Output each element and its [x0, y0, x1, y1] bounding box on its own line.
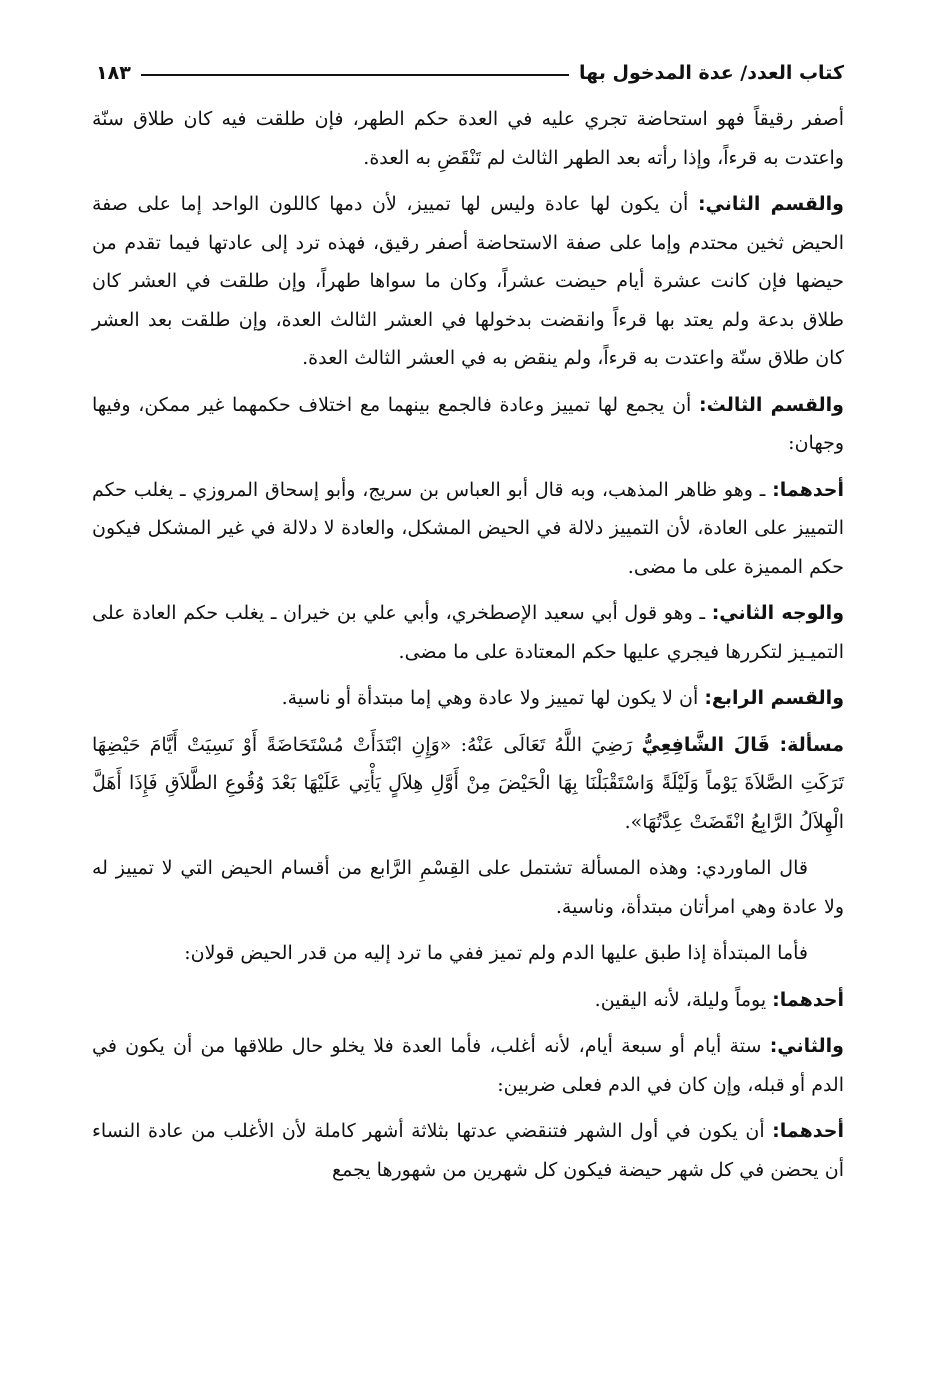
paragraph-term: أحدهما: [772, 1120, 844, 1142]
running-title: كتاب العدد/ عدة المدخول بها [579, 62, 844, 84]
body-text [92, 100, 844, 1197]
paragraph [92, 981, 844, 1020]
paragraph [92, 1027, 844, 1104]
paragraph-term: أحدهما: [772, 988, 844, 1011]
paragraph-text: أن يجمع لها تمييز وعادة فالجمع بينهما مع اختلاف حكمهما غير ممكن، وفيها وجهان: [92, 393, 844, 454]
paragraph [92, 679, 844, 718]
paragraph-term: والقسم الرابع: [704, 687, 844, 709]
page-number: ١٨٣ [96, 62, 131, 84]
paragraph [92, 100, 844, 177]
paragraph-text: قال الماوردي: وهذه المسألة تشتمل على القِسْمِ الرَّابع من أقسام الحيض التي لا تمييز له ولا عادة وهي امرأتان مبتدأة، وناسية. [92, 857, 844, 918]
paragraph [92, 594, 844, 671]
paragraph-text: ستة أيام أو سبعة أيام، لأنه أغلب، فأما العدة فلا يخلو حال طلاقها من أن يكون في الدم أو قبله، وإن كان في الدم فعلى ضربين: [92, 1035, 844, 1096]
paragraph-text: أن لا يكون لها تمييز ولا عادة وهي إما مبتدأة أو ناسية. [281, 687, 699, 709]
paragraph-term: والثاني: [769, 1035, 844, 1057]
paragraph [92, 934, 844, 973]
paragraph-text: ـ وهو ظاهر المذهب، وبه قال أبو العباس بن سريج، وأبو إسحاق المروزي ـ يغلب حكم التمييز على العادة، لأن التمييز دلالة في الحيض المشكل، والعادة لا دلالة في غير المشكل فيكون حكم المميزة على ما مضى. [92, 478, 844, 578]
paragraph-term: والوجه الثاني: [711, 602, 844, 624]
paragraph [92, 185, 844, 378]
mas-ala-paragraph [92, 726, 844, 842]
paragraph [92, 386, 844, 463]
page-header [96, 56, 844, 90]
paragraph-text: يوماً وليلة، لأنه اليقين. [594, 988, 767, 1011]
paragraph-text: فأما المبتدأة إذا طبق عليها الدم ولم تميز ففي ما ترد إليه من قدر الحيض قولان: [184, 942, 808, 964]
paragraph [92, 1112, 844, 1189]
header-rule [141, 74, 569, 76]
paragraph-term: أحدهما: [772, 478, 844, 501]
paragraph [92, 471, 844, 587]
paragraph-text: أن يكون لها عادة وليس لها تمييز، لأن دمها كاللون الواحد إما على صفة الحيض ثخين محتدم وإما على صفة الاستحاضة أصفر رقيق، فهذه ترد إلى عادتها فيما تقدم من حيضها فإن كانت عشرة أيام حيضت عشراً، وكان ما سواها طهراً، وإن طلقت في العشر كان طلاق بدعة ولم يعتد بها قرءاً وانقضت بدخولها في العشر الثالث العدة، وإن طلقت بعد العشر كان طلاق سنّة واعتدت به قرءاً، ولم ينقض به في العشر الثالث العدة. [92, 193, 844, 369]
paragraph-text: أصفر رقيقاً فهو استحاضة تجري عليه في العدة حكم الطهر، فإن طلقت فيه كان طلاق سنّة واعتدت به قرءاً، وإذا رأته بعد الطهر الثالث لم تَنْقَضِ به العدة. [92, 108, 844, 169]
paragraph-term: والقسم الثالث: [699, 393, 844, 416]
paragraph-term: والقسم الثاني: [697, 193, 844, 215]
paragraph-text: رَضِيَ اللَّهُ تَعَالَى عَنْهُ: «وَإِنِ ابْتَدَأَتْ مُسْتَحَاضَةً أَوْ نَسِيَتْ أَيَّامَ حَيْضِهَا تَرَكَتِ الصَّلاَةَ يَوْماً وَلَيْلَةً وَاسْتَقْبَلْنَا بِهَا الْحَيْضَ مِنْ أَوَّلِ هِلاَلٍ يَأْتِي عَلَيْهَا بَعْدَ وُقُوعِ الطَّلاَقِ فَإِذَا أَهَلَّ الْهِلاَلُ الرَّابِعُ انْقَضَتْ عِدَّتُهَا». [92, 733, 844, 833]
paragraph-text: ـ وهو قول أبي سعيد الإصطخري، وأبي علي بن خيران ـ يغلب حكم العادة على التميـيز لتكررها فيجري عليها حكم المعتادة على ما مضى. [92, 602, 844, 663]
paragraph-term: مسألة: قَالَ الشَّافِعِيُّ [641, 733, 845, 756]
paragraph-text: أن يكون في أول الشهر فتنقضي عدتها بثلاثة أشهر كاملة لأن الأغلب من عادة النساء أن يحضن في كل شهر حيضة فيكون كل شهرين من شهورها يجمع [92, 1120, 844, 1181]
paragraph [92, 849, 844, 926]
